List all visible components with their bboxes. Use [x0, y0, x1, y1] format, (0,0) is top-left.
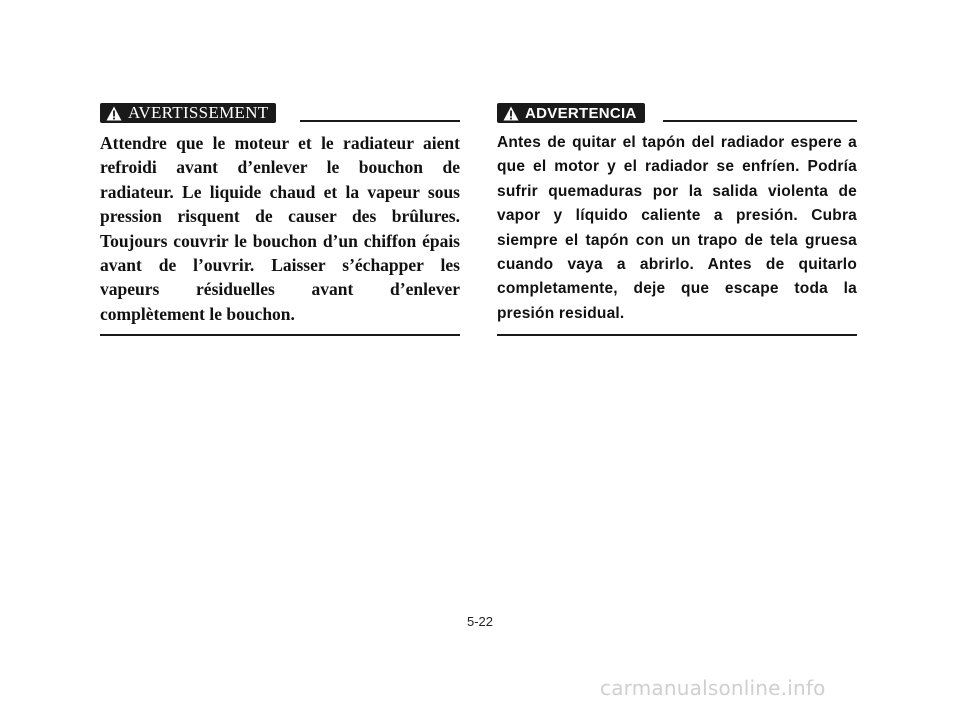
header-rule-spanish: [663, 120, 857, 122]
warning-text-spanish: Antes de quitar el tapón del radiador espere a que el motor y el radiador se enfríen. Podría sufrir quemaduras por la salida violenta de vapor y líquido caliente a presión. Cubra siempre el tapón con un trapo de tela gruesa cuando vaya a abrirlo. Antes de quitarlo completamente, deje que escape toda la presión residual.: [497, 134, 857, 322]
warning-text-french: Attendre que le moteur et le radiateur aient refroidi avant d’enlever le bouchon de radiateur. Le liquide chaud et la vapeur sous pression risquent de causer des brûlures. Toujours couvrir le bouchon d’un chiffon épais avant de l’ouvrir. Laisser s’échapper les vapeurs résiduelles avant d’enlever complètement le bouchon.: [100, 133, 460, 324]
header-rule-french: [300, 120, 460, 122]
warning-triangle-icon: [106, 106, 122, 121]
warning-header-french: [100, 103, 460, 125]
warning-label-french: AVERTISSEMENT: [128, 103, 269, 122]
bottom-rule-french: [100, 334, 460, 336]
page-number: 5-22: [466, 614, 494, 629]
warning-triangle-icon: [503, 106, 519, 121]
watermark: carmanualsonline.info: [600, 676, 826, 700]
warning-block-spanish: [497, 103, 857, 336]
bottom-rule-spanish: [497, 334, 857, 336]
warning-badge-spanish: [497, 103, 645, 123]
warning-block-french: [100, 103, 460, 336]
warning-header-spanish: [497, 103, 857, 125]
warning-badge-french: [100, 103, 276, 123]
warning-label-spanish: ADVERTENCIA: [525, 104, 637, 122]
